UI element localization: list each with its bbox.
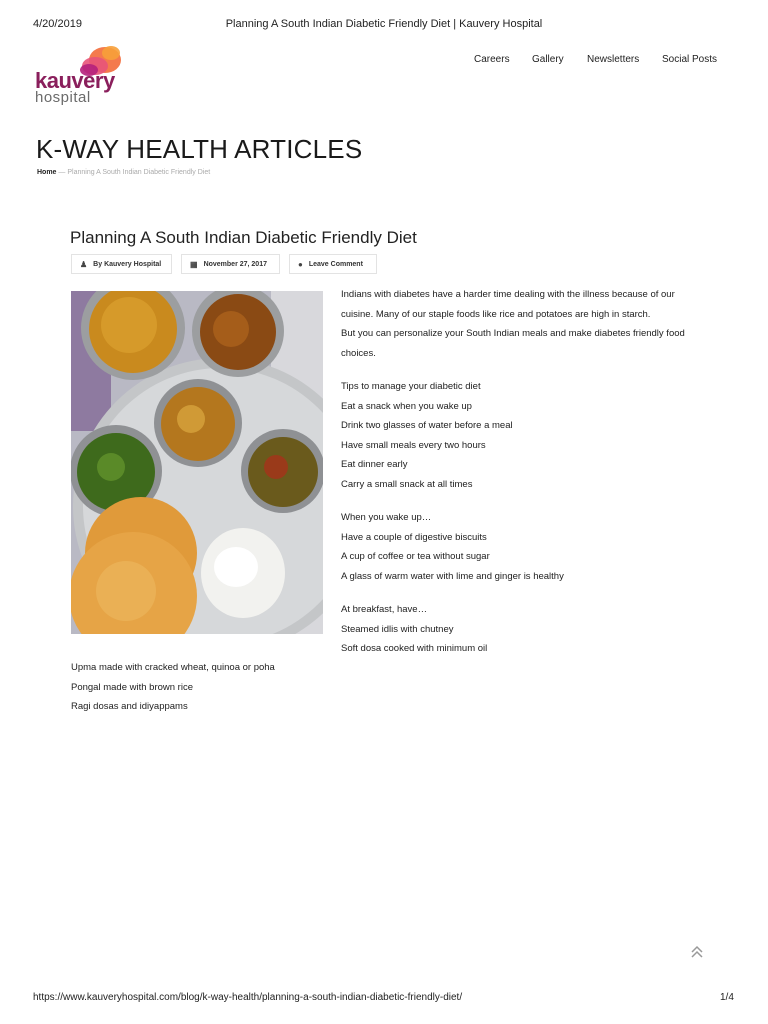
logo-word-kauvery: kauvery bbox=[35, 68, 115, 93]
print-page-number: 1/4 bbox=[720, 992, 734, 1003]
list-item: Soft dosa cooked with minimum oil bbox=[341, 643, 488, 654]
list-item: Eat dinner early bbox=[341, 459, 408, 470]
nav-newsletters[interactable]: Newsletters bbox=[587, 54, 640, 65]
scroll-to-top-icon[interactable] bbox=[690, 945, 704, 962]
wake-heading: When you wake up… bbox=[341, 512, 432, 523]
meta-author-text: By Kauvery Hospital bbox=[93, 260, 162, 268]
list-item: Carry a small snack at all times bbox=[341, 478, 473, 490]
intro-line: choices. bbox=[341, 347, 376, 359]
list-item: Have a couple of digestive biscuits bbox=[341, 531, 487, 543]
breakfast-heading: At breakfast, have… bbox=[341, 604, 428, 615]
intro-line: cuisine. Many of our staple foods like rice and potatoes are high in starch. bbox=[341, 308, 651, 320]
section-title: K-WAY HEALTH ARTICLES bbox=[36, 134, 363, 164]
breadcrumb-current: Planning A South Indian Diabetic Friendly Diet bbox=[67, 169, 211, 176]
breakfast-list bbox=[341, 600, 701, 659]
nav-gallery[interactable]: Gallery bbox=[532, 54, 564, 65]
nav-social-posts[interactable]: Social Posts bbox=[662, 54, 718, 65]
tips-list bbox=[341, 377, 701, 494]
print-url: https://www.kauveryhospital.com/blog/k-way-health/planning-a-south-indian-diabetic-friendly-diet/ bbox=[33, 992, 463, 1003]
breakfast-list-continued bbox=[71, 658, 471, 717]
list-item: Upma made with cracked wheat, quinoa or poha bbox=[71, 662, 275, 673]
tips-heading: Tips to manage your diabetic diet bbox=[341, 381, 481, 392]
comment-icon: ● bbox=[298, 259, 303, 269]
breadcrumb-separator: — bbox=[58, 169, 66, 176]
list-item: Have small meals every two hours bbox=[341, 439, 486, 451]
user-icon: ♟ bbox=[80, 259, 88, 269]
calendar-icon: ▦ bbox=[190, 259, 198, 269]
intro-line: But you can personalize your South Indian meals and make diabetes friendly food bbox=[341, 328, 685, 339]
wake-list bbox=[341, 508, 701, 586]
print-date: 4/20/2019 bbox=[33, 18, 82, 30]
kauvery-logo[interactable] bbox=[33, 40, 133, 110]
list-item: A glass of warm water with lime and ginger is healthy bbox=[341, 570, 564, 582]
meta-date bbox=[181, 254, 280, 274]
list-item: Steamed idlis with chutney bbox=[341, 623, 454, 635]
list-item: Drink two glasses of water before a meal bbox=[341, 420, 513, 431]
article-intro bbox=[341, 285, 701, 363]
breadcrumb-home[interactable]: Home bbox=[37, 169, 57, 176]
intro-line: Indians with diabetes have a harder time dealing with the illness because of our bbox=[341, 289, 675, 300]
meta-comment[interactable] bbox=[289, 254, 377, 274]
list-item: Ragi dosas and idiyappams bbox=[71, 701, 188, 712]
article-title: Planning A South Indian Diabetic Friendly Diet bbox=[70, 228, 417, 247]
thali-photo bbox=[71, 291, 323, 634]
logo-word-hospital: hospital bbox=[35, 89, 91, 106]
list-item: Pongal made with brown rice bbox=[71, 681, 193, 693]
meta-author[interactable] bbox=[71, 254, 172, 274]
print-title: Planning A South Indian Diabetic Friendly Diet | Kauvery Hospital bbox=[225, 18, 543, 30]
breadcrumb bbox=[37, 169, 210, 176]
list-item: A cup of coffee or tea without sugar bbox=[341, 551, 490, 562]
meta-date-text: November 27, 2017 bbox=[203, 260, 267, 268]
nav-careers[interactable]: Careers bbox=[474, 54, 510, 65]
meta-comment-text: Leave Comment bbox=[308, 260, 363, 268]
list-item: Eat a snack when you wake up bbox=[341, 400, 472, 412]
